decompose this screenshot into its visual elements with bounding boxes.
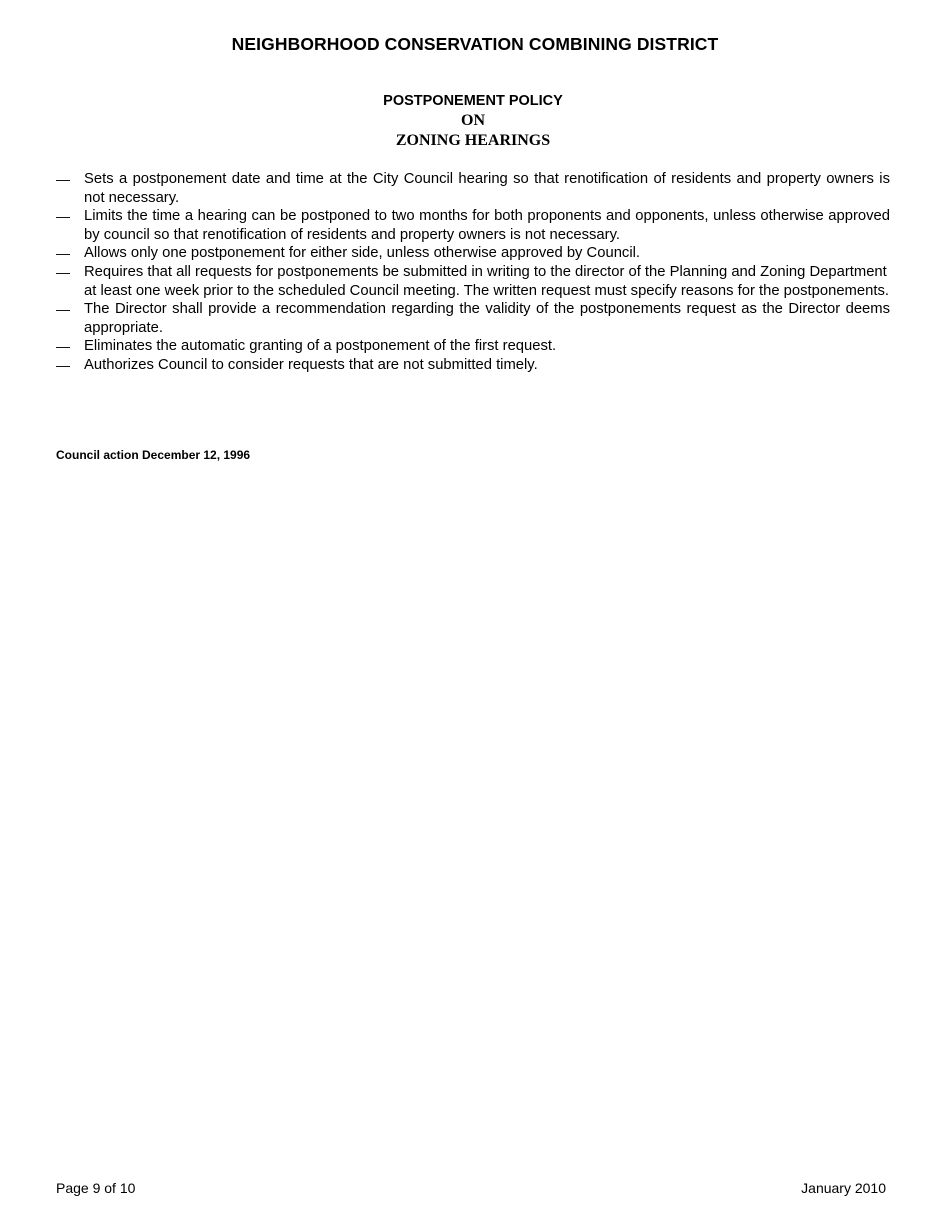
list-item xyxy=(56,337,890,356)
list-item-text: Allows only one postponement for either side, unless otherwise approved by Council. xyxy=(84,245,641,262)
document-title: NEIGHBORHOOD CONSERVATION COMBINING DISTRICT xyxy=(231,34,719,54)
list-item-text: The Director shall provide a recommendation regarding the validity of the postponements request as the Director deems appropriate. xyxy=(84,301,890,336)
dash-bullet: — xyxy=(56,208,70,225)
list-item xyxy=(56,263,890,300)
dash-bullet: — xyxy=(56,263,70,280)
list-item xyxy=(56,300,890,337)
list-item-text: Limits the time a hearing can be postponed to two months for both proponents and opponents, unless otherwise approved by council so that renotification of residents and property owners is not necessary. xyxy=(84,208,890,243)
policy-heading xyxy=(0,91,946,151)
list-item-text: Eliminates the automatic granting of a postponement of the first request. xyxy=(84,338,557,355)
policy-heading-line-3: ZONING HEARINGS xyxy=(395,132,551,149)
policy-heading-line-1: POSTPONEMENT POLICY xyxy=(383,93,563,109)
list-item-text: Requires that all requests for postponements be submitted in writing to the director of the Planning and Zoning Department at least one week prior to the scheduled Council meeting. The written request must specify reasons for the postponements. xyxy=(84,263,889,299)
dash-bullet: — xyxy=(56,171,70,187)
list-item xyxy=(56,170,890,207)
dash-bullet: — xyxy=(56,245,70,262)
council-action-note: Council action December 12, 1996 xyxy=(56,448,251,462)
list-item xyxy=(56,207,890,244)
page-number: Page 9 of 10 xyxy=(56,1180,136,1196)
list-item-text: Sets a postponement date and time at the City Council hearing so that renotification of residents and property owners is not necessary. xyxy=(84,171,890,206)
list-item xyxy=(56,356,890,375)
dash-bullet: — xyxy=(56,301,70,318)
dash-bullet: — xyxy=(56,356,70,373)
dash-bullet: — xyxy=(56,338,70,355)
policy-list xyxy=(56,170,890,375)
list-item xyxy=(56,244,890,263)
policy-heading-line-2: ON xyxy=(461,112,485,129)
list-item-text: Authorizes Council to consider requests that are not submitted timely. xyxy=(84,356,538,373)
footer-date: January 2010 xyxy=(801,1180,886,1196)
